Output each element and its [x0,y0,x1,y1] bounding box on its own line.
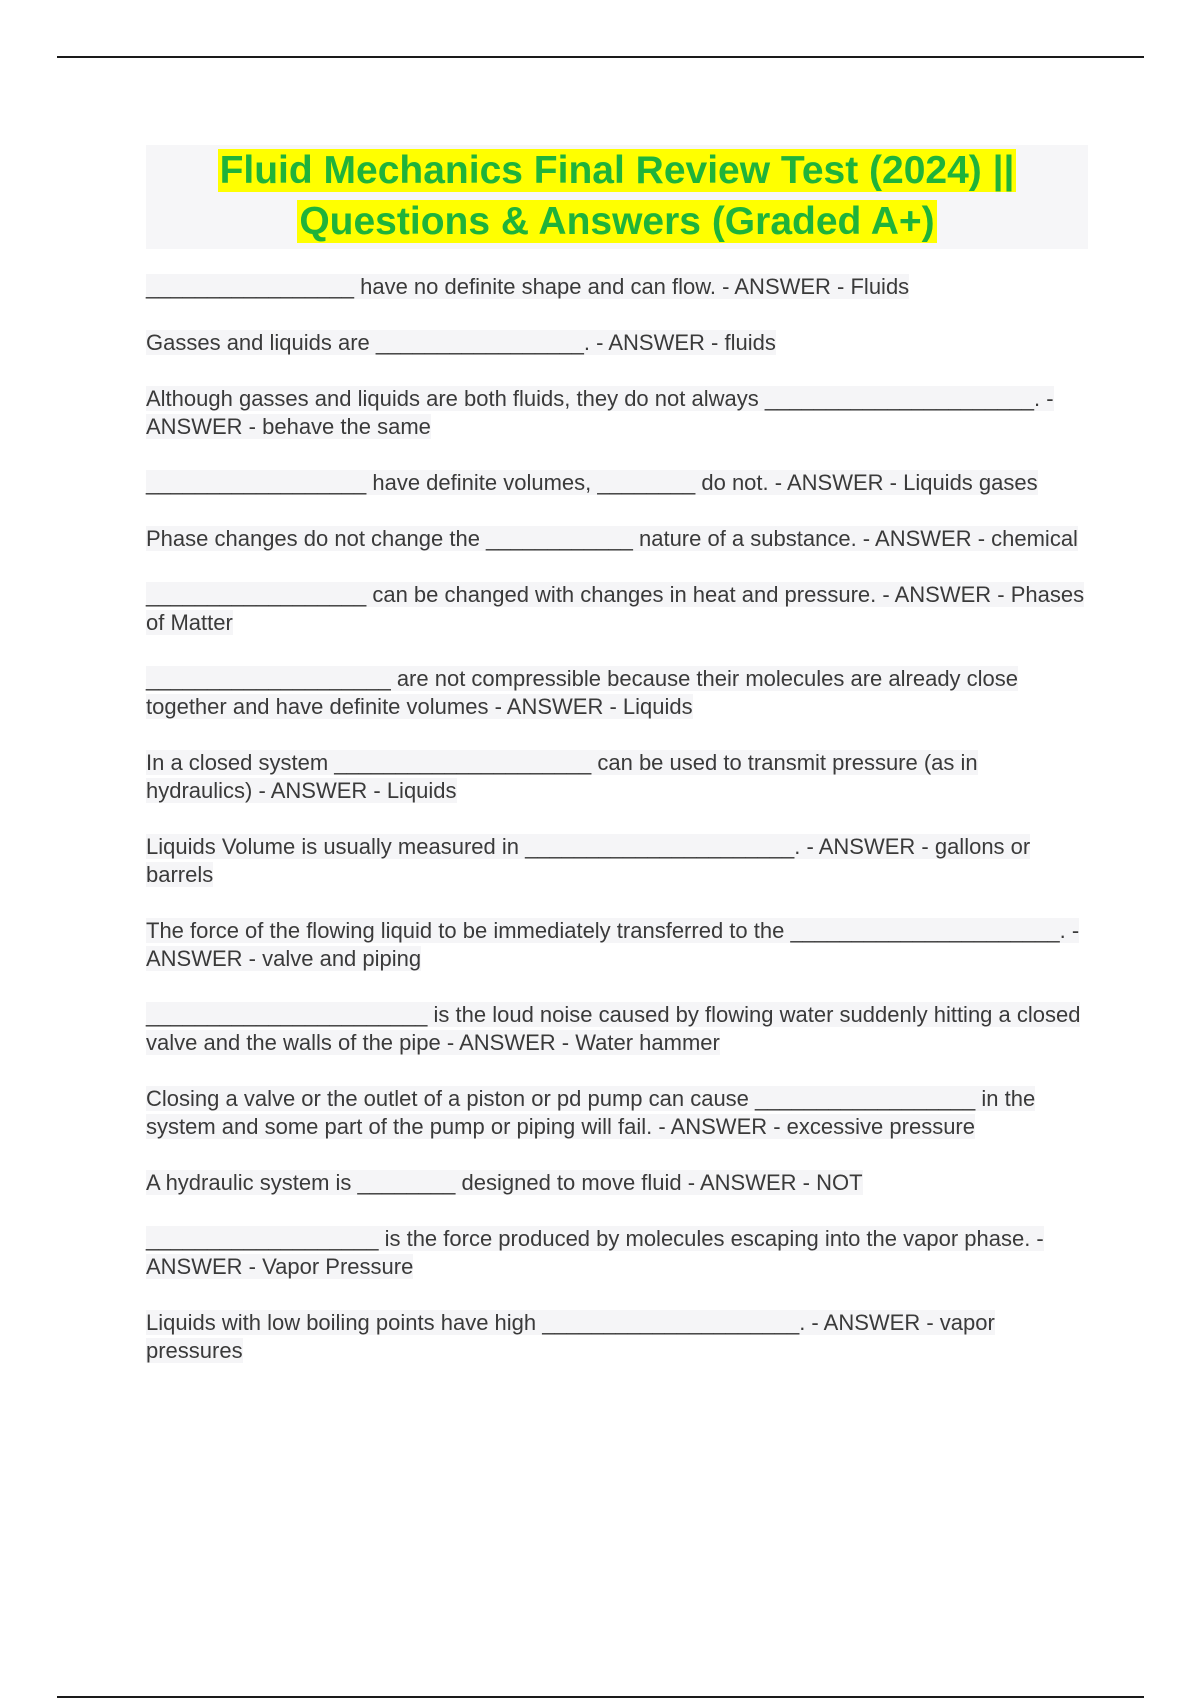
qa-item [146,329,1088,357]
qa-text: Gasses and liquids are _________________. - ANSWER - fluids [146,330,776,355]
qa-text: Liquids Volume is usually measured in ______________________. - ANSWER - gallons or barrels [146,834,1031,887]
qa-text: ____________________ are not compressible because their molecules are already close together and have definite volumes - ANSWER - Liquids [146,666,1019,719]
qa-item [146,833,1088,889]
qa-item [146,1085,1088,1141]
qa-list [146,273,1088,1393]
qa-item [146,749,1088,805]
top-rule [57,56,1144,58]
qa-text: ___________________ is the force produced by molecules escaping into the vapor phase. - ANSWER - Vapor Pressure [146,1226,1044,1279]
qa-text: _______________________ is the loud noise caused by flowing water suddenly hitting a closed valve and the walls of the pipe - ANSWER - Water hammer [146,1002,1081,1055]
page-title [146,145,1088,249]
qa-text: __________________ have definite volumes, ________ do not. - ANSWER - Liquids gases [146,470,1038,495]
qa-item [146,385,1088,441]
qa-text: A hydraulic system is ________ designed to move fluid - ANSWER - NOT [146,1170,863,1195]
qa-item [146,469,1088,497]
qa-text: Phase changes do not change the ____________ nature of a substance. - ANSWER - chemical [146,526,1078,551]
qa-item [146,1001,1088,1057]
qa-item [146,1169,1088,1197]
title-line-2: Questions & Answers (Graded A+) [299,200,935,243]
qa-item [146,917,1088,973]
qa-item [146,1309,1088,1365]
qa-text: __________________ can be changed with changes in heat and pressure. - ANSWER - Phases of Matter [146,582,1085,635]
qa-text: Although gasses and liquids are both fluids, they do not always ______________________. - ANSWER - behave the same [146,386,1054,439]
qa-text: _________________ have no definite shape and can flow. - ANSWER - Fluids [146,274,910,299]
qa-item [146,273,1088,301]
qa-item [146,525,1088,553]
qa-text: Liquids with low boiling points have high _____________________. - ANSWER - vapor pressures [146,1310,995,1363]
qa-item [146,665,1088,721]
qa-item [146,581,1088,637]
title-line-1: Fluid Mechanics Final Review Test (2024) || [219,149,1015,192]
qa-text: In a closed system _____________________ can be used to transmit pressure (as in hydraulics) - ANSWER - Liquids [146,750,978,803]
bottom-rule [57,1696,1144,1698]
qa-text: The force of the flowing liquid to be immediately transferred to the ______________________. - ANSWER - valve and piping [146,918,1080,971]
qa-text: Closing a valve or the outlet of a piston or pd pump can cause __________________ in the system and some part of the pump or piping will fail. - ANSWER - excessive pressure [146,1086,1036,1139]
qa-item [146,1225,1088,1281]
